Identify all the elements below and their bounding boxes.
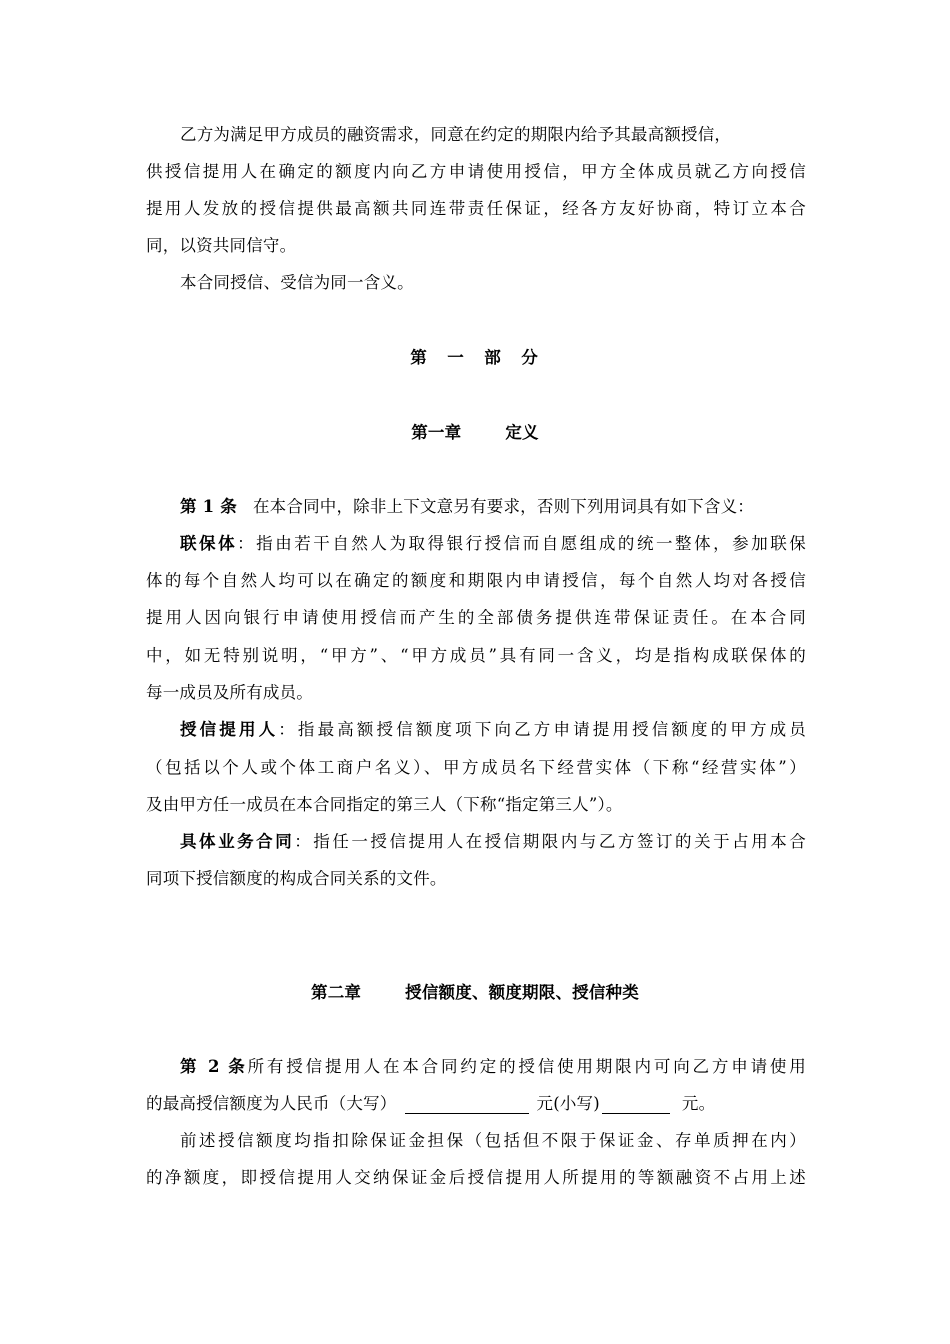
- definition-borrower-line-2: （包括以个人或个体工商户名义）、甲方成员名下经营实体（下称“经营实体”）: [146, 758, 806, 777]
- chapter-2-title: 授信额度、额度期限、授信种类: [405, 983, 639, 1002]
- article-2-line-3: 前述授信额度均指扣除保证金担保（包括但不限于保证金、存单质押在内）: [180, 1131, 806, 1150]
- preamble-line-2: 供授信提用人在确定的额度内向乙方申请使用授信，甲方全体成员就乙方向授信: [146, 162, 806, 181]
- definition-lianbaoti-line-5: 每一成员及所有成员。: [146, 683, 313, 702]
- amount-words-blank[interactable]: [405, 1095, 529, 1114]
- definition-lianbaoti-line-2: 体的每个自然人均可以在确定的额度和期限内申请授信，每个自然人均对各授信: [146, 571, 806, 590]
- article-1-text: 在本合同中，除非上下文意另有要求，否则下列用词具有如下含义：: [252, 497, 754, 516]
- definition-term-borrower: 授信提用人: [180, 720, 279, 739]
- definition-lianbaoti-line-3: 提用人因向银行申请使用授信而产生的全部债务提供连带保证责任。在本合同: [146, 608, 806, 627]
- definition-borrower-line-3: 及由甲方任一成员在本合同指定的第三人（下称“指定第三人”）。: [146, 795, 623, 814]
- chapter-1-title: 定义: [505, 423, 539, 442]
- article-2-line-1: 第 2 条所有授信提用人在本合同约定的授信使用期限内可向乙方申请使用: [180, 1057, 806, 1076]
- definition-lianbaoti-line-4: 中，如无特别说明，“甲方”、“甲方成员”具有同一含义，均是指构成联保体的: [146, 646, 806, 665]
- article-2-line-2: 的最高授信额度为人民币（大写） 元(小写) 元。: [146, 1094, 716, 1113]
- definition-term-lianbaoti: 联保体: [180, 534, 238, 553]
- definition-borrower-line-1: 授信提用人：指最高额授信额度项下向乙方申请提用授信额度的甲方成员: [180, 720, 807, 739]
- definition-term-contract: 具体业务合同: [180, 832, 295, 851]
- part-title: 第 一 部 分: [410, 348, 540, 367]
- preamble-line-3: 提用人发放的授信提供最高额共同连带责任保证，经各方友好协商，特订立本合: [146, 199, 806, 218]
- preamble-line-5: 本合同授信、受信为同一含义。: [180, 273, 414, 292]
- article-2-label: 第 2 条: [180, 1057, 248, 1076]
- chapter-2-number: 第二章: [311, 983, 362, 1002]
- chapter-2-heading: [0, 983, 950, 1005]
- article-1-label: 第 1 条: [180, 497, 237, 516]
- article-2-line-4: 的净额度，即授信提用人交纳保证金后授信提用人所提用的等额融资不占用上述: [146, 1168, 806, 1187]
- article-1: [180, 497, 806, 519]
- definition-lianbaoti-line-1: 联保体：指由若干自然人为取得银行授信而自愿组成的统一整体，参加联保: [180, 534, 806, 553]
- preamble-line-4: 同，以资共同信守。: [146, 236, 297, 255]
- preamble-line-1: 乙方为满足甲方成员的融资需求，同意在约定的期限内给予其最高额授信，: [180, 125, 732, 144]
- definition-contract-line-2: 同项下授信额度的构成合同关系的文件。: [146, 869, 447, 888]
- amount-figures-blank[interactable]: [602, 1095, 670, 1114]
- chapter-1-number: 第一章: [411, 423, 462, 442]
- definition-contract-line-1: 具体业务合同：指任一授信提用人在授信期限内与乙方签订的关于占用本合: [180, 832, 806, 851]
- chapter-1-heading: [0, 423, 950, 445]
